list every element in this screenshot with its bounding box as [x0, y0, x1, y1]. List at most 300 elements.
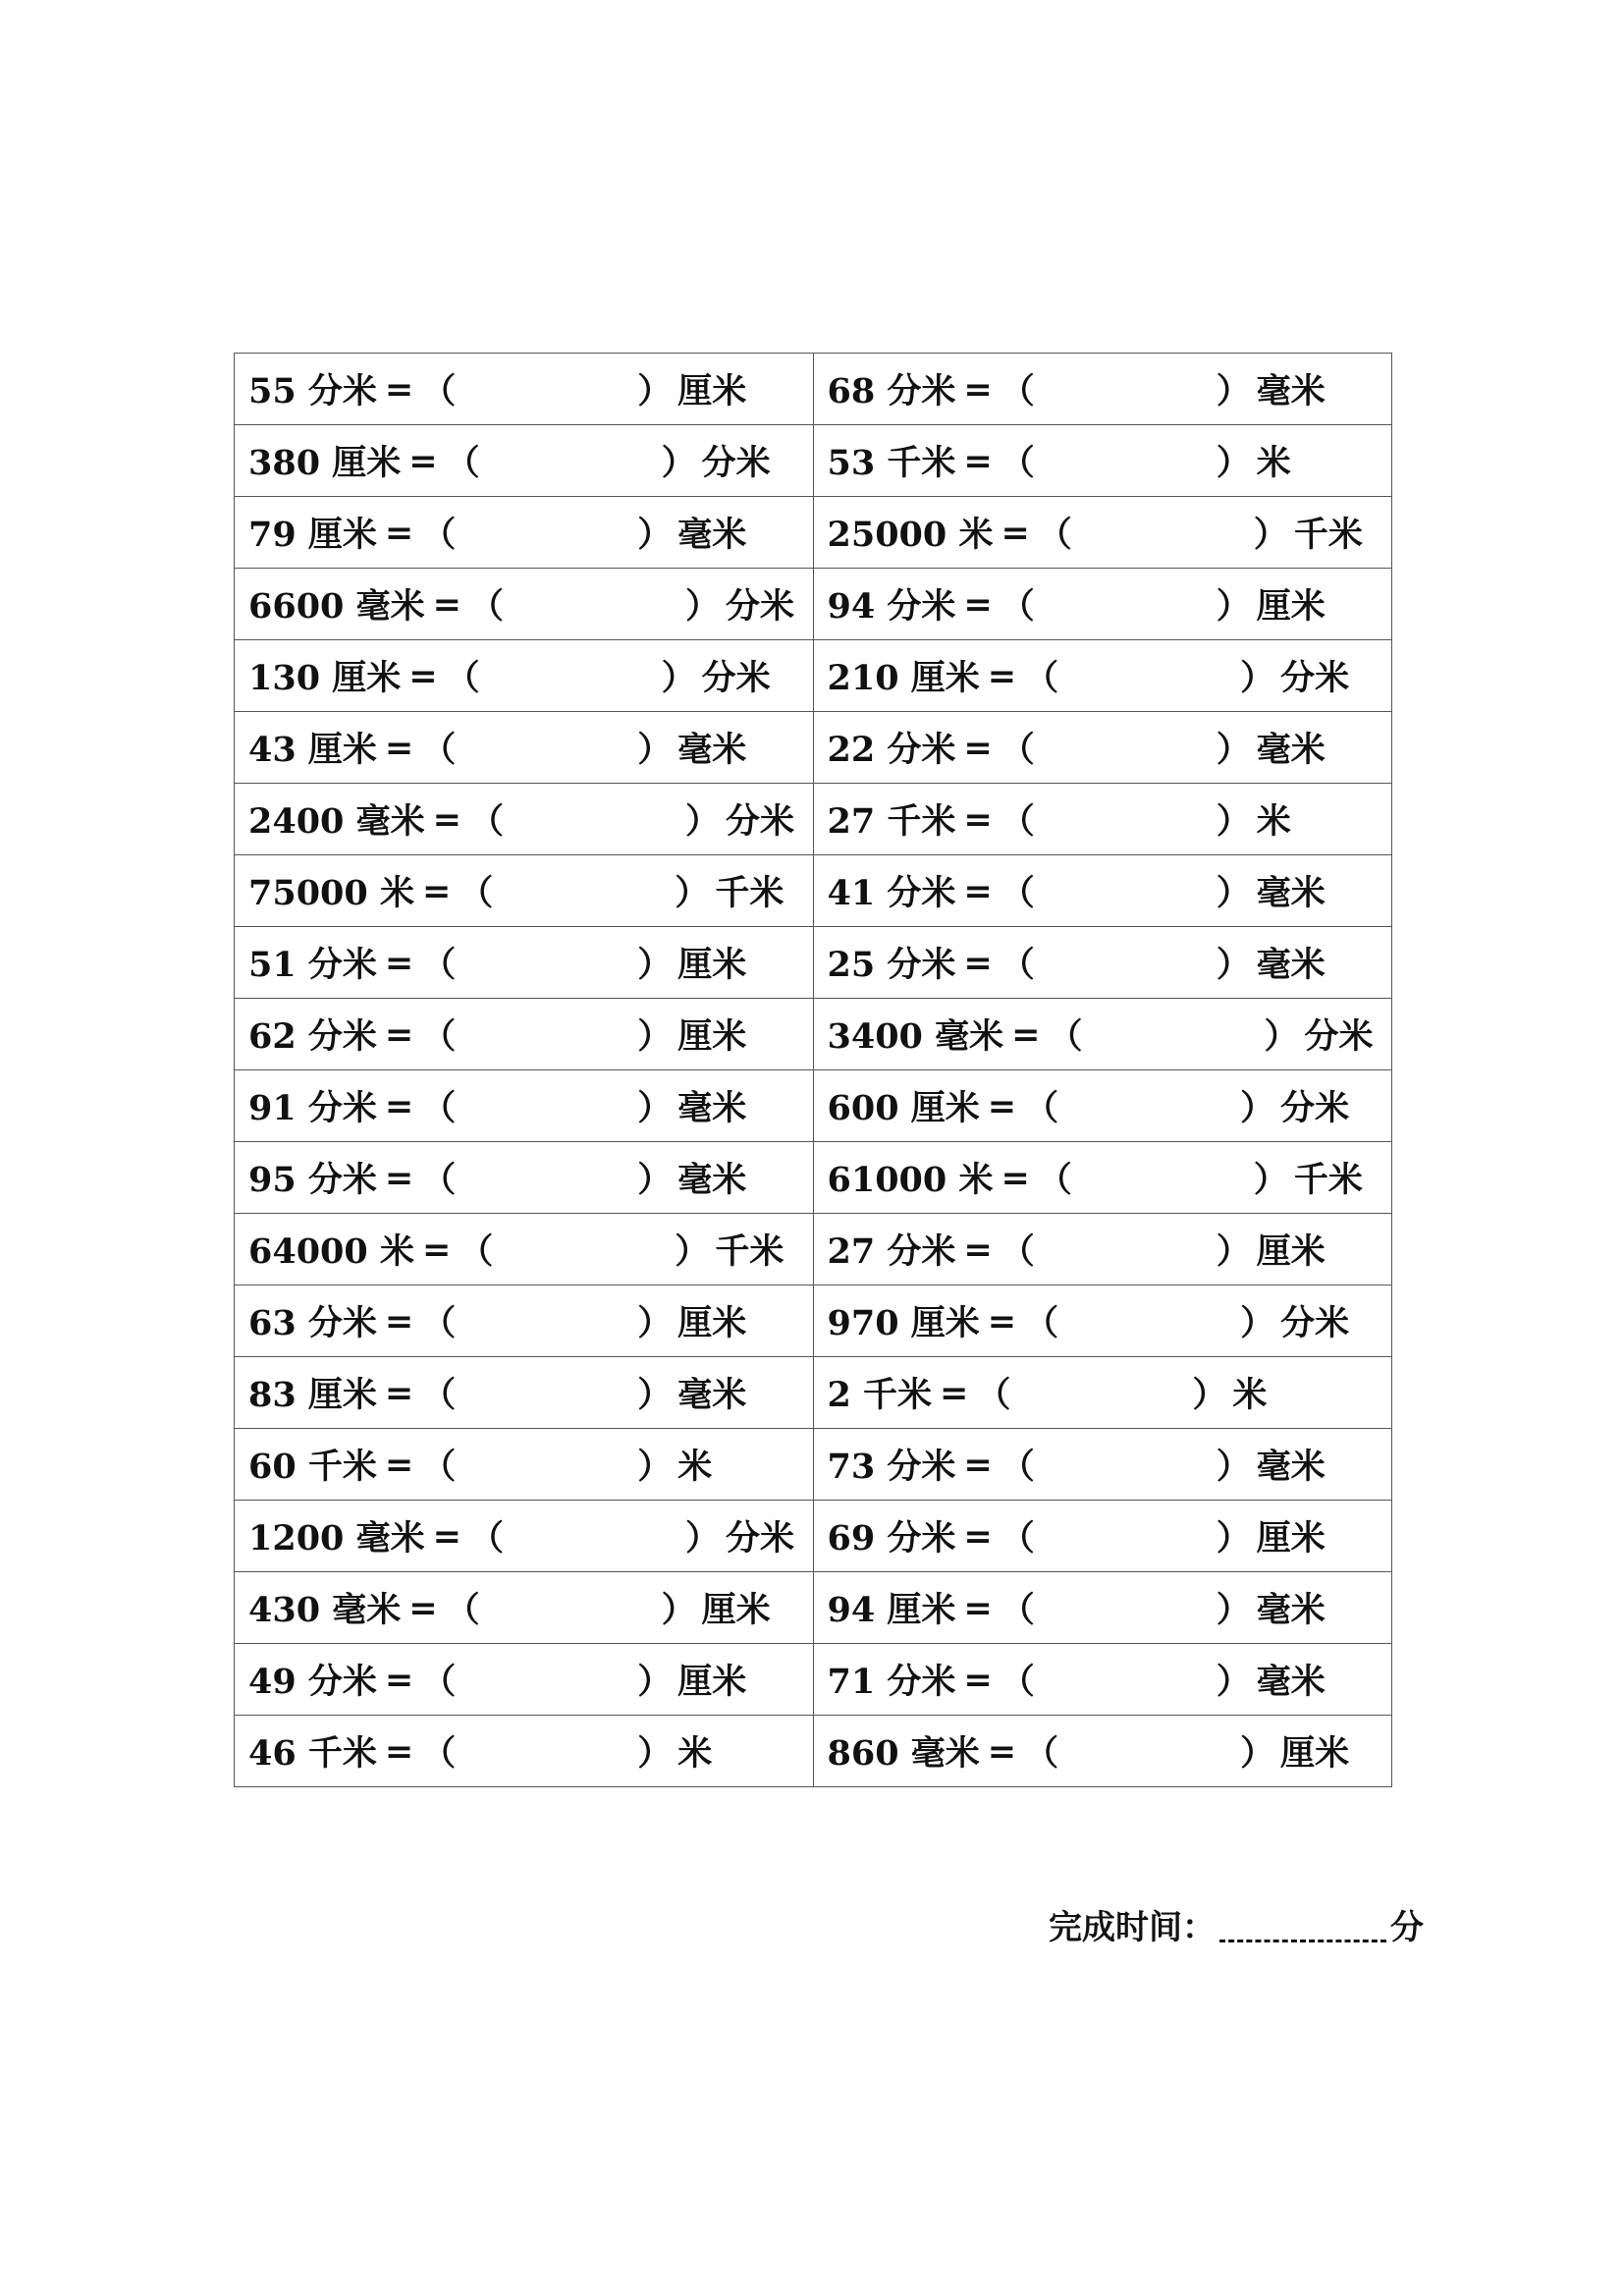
open-paren: （ [1037, 515, 1072, 555]
close-paren: ） [661, 1590, 696, 1630]
close-paren: ） [1192, 1375, 1227, 1415]
worksheet-row [235, 1716, 1392, 1787]
equals-sign: = [940, 1372, 969, 1413]
conversion-problem-cell [235, 569, 814, 640]
target-unit: 分米 [701, 443, 771, 483]
conversion-problem [814, 855, 1392, 926]
open-paren: （ [1024, 1733, 1059, 1774]
conversion-problem-cell [235, 1070, 814, 1142]
source-quantity: 49 分米 [248, 1662, 377, 1702]
conversion-problem-cell [235, 1572, 814, 1644]
conversion-problem-cell [235, 927, 814, 999]
conversion-problem-cell [235, 1644, 814, 1716]
conversion-worksheet-table [234, 353, 1392, 1787]
source-quantity: 25000 米 [827, 515, 994, 555]
equals-sign: = [432, 1515, 461, 1557]
conversion-problem-cell [235, 784, 814, 855]
conversion-problem [814, 1429, 1392, 1500]
source-quantity: 22 分米 [827, 730, 956, 770]
equals-sign: = [384, 942, 414, 983]
source-quantity: 83 厘米 [248, 1375, 377, 1415]
open-paren: （ [1024, 1088, 1059, 1128]
target-unit: 厘米 [677, 1303, 747, 1343]
completion-time-blank[interactable] [1219, 1918, 1386, 1942]
source-quantity: 2 千米 [827, 1375, 933, 1415]
close-paren: ） [1216, 371, 1251, 411]
source-quantity: 600 厘米 [827, 1088, 980, 1128]
conversion-problem [814, 1142, 1392, 1213]
source-quantity: 68 分米 [827, 371, 956, 411]
open-paren: （ [1000, 1231, 1035, 1272]
equals-sign: = [963, 798, 993, 840]
conversion-problem-cell [813, 1716, 1392, 1787]
target-unit: 米 [1232, 1375, 1268, 1415]
close-paren: ） [1240, 658, 1275, 698]
equals-sign: = [963, 1444, 993, 1485]
target-unit: 厘米 [701, 1590, 771, 1630]
close-paren: ） [1216, 945, 1251, 985]
close-paren: ） [1264, 1016, 1299, 1057]
conversion-problem [235, 1429, 813, 1500]
open-paren: （ [445, 658, 480, 698]
open-paren: （ [1000, 371, 1035, 411]
open-paren: （ [421, 1016, 457, 1057]
conversion-problem-cell [235, 1357, 814, 1429]
equals-sign: = [987, 1730, 1017, 1772]
close-paren: ） [637, 1303, 673, 1343]
equals-sign: = [408, 1587, 438, 1628]
conversion-problem-cell [813, 1357, 1392, 1429]
conversion-problem-cell [235, 425, 814, 497]
close-paren: ） [1216, 873, 1251, 913]
target-unit: 厘米 [1256, 1518, 1325, 1558]
equals-sign: = [384, 512, 414, 553]
open-paren: （ [1000, 1590, 1035, 1630]
target-unit: 毫米 [677, 1160, 747, 1200]
open-paren: （ [459, 1231, 494, 1272]
equals-sign: = [384, 1444, 414, 1485]
conversion-problem-cell [813, 1644, 1392, 1716]
conversion-problem [814, 927, 1392, 998]
open-paren: （ [421, 1662, 457, 1702]
conversion-problem-cell [235, 1429, 814, 1501]
open-paren: （ [445, 1590, 480, 1630]
conversion-problem [235, 712, 813, 783]
conversion-problem-cell [813, 425, 1392, 497]
target-unit: 分米 [1304, 1016, 1374, 1057]
equals-sign: = [421, 870, 452, 911]
conversion-problem-cell [813, 569, 1392, 640]
source-quantity: 27 分米 [827, 1231, 956, 1272]
close-paren: ） [1216, 801, 1251, 842]
close-paren: ） [675, 1231, 710, 1272]
worksheet-row [235, 425, 1392, 497]
worksheet-row [235, 497, 1392, 569]
close-paren: ） [637, 1375, 673, 1415]
close-paren: ） [1216, 730, 1251, 770]
conversion-problem-cell [813, 1285, 1392, 1357]
equals-sign: = [384, 1085, 414, 1126]
equals-sign: = [1001, 1157, 1030, 1198]
conversion-problem [814, 640, 1392, 711]
worksheet-row [235, 712, 1392, 784]
conversion-problem-cell [235, 712, 814, 784]
close-paren: ） [637, 730, 673, 770]
open-paren: （ [421, 1303, 457, 1343]
close-paren: ） [1216, 1447, 1251, 1487]
conversion-problem [235, 1070, 813, 1141]
target-unit: 米 [677, 1447, 713, 1487]
conversion-problem [235, 1142, 813, 1213]
conversion-problem-cell [235, 855, 814, 927]
worksheet-row [235, 999, 1392, 1070]
open-paren: （ [1048, 1016, 1083, 1057]
conversion-problem-cell [813, 784, 1392, 855]
source-quantity: 95 分米 [248, 1160, 377, 1200]
target-unit: 厘米 [677, 945, 747, 985]
conversion-problem [814, 497, 1392, 568]
worksheet-row [235, 354, 1392, 425]
source-quantity: 380 厘米 [248, 443, 402, 483]
close-paren: ） [1240, 1088, 1275, 1128]
conversion-problem-cell [235, 1716, 814, 1787]
close-paren: ） [1216, 1590, 1251, 1630]
worksheet-row [235, 640, 1392, 712]
conversion-problem-cell [813, 1214, 1392, 1285]
open-paren: （ [459, 873, 494, 913]
target-unit: 千米 [715, 873, 784, 913]
target-unit: 分米 [725, 801, 794, 842]
conversion-problem-cell [235, 354, 814, 425]
source-quantity: 430 毫米 [248, 1590, 402, 1630]
source-quantity: 73 分米 [827, 1447, 956, 1487]
open-paren: （ [1024, 1303, 1059, 1343]
equals-sign: = [384, 1300, 414, 1341]
worksheet-row [235, 927, 1392, 999]
worksheet-row [235, 1142, 1392, 1214]
equals-sign: = [408, 655, 438, 696]
target-unit: 分米 [725, 1518, 794, 1558]
equals-sign: = [384, 727, 414, 768]
target-unit: 毫米 [1256, 1447, 1325, 1487]
conversion-problem-cell [813, 712, 1392, 784]
conversion-problem [235, 784, 813, 854]
target-unit: 米 [677, 1733, 713, 1774]
source-quantity: 25 分米 [827, 945, 956, 985]
close-paren: ） [1253, 1160, 1288, 1200]
target-unit: 厘米 [1256, 586, 1325, 627]
conversion-problem [814, 1644, 1392, 1715]
equals-sign: = [384, 1013, 414, 1055]
conversion-problem-cell [235, 640, 814, 712]
open-paren: （ [421, 1733, 457, 1774]
open-paren: （ [468, 801, 504, 842]
worksheet-row [235, 1070, 1392, 1142]
target-unit: 厘米 [677, 1662, 747, 1702]
open-paren: （ [1037, 1160, 1072, 1200]
equals-sign: = [432, 798, 461, 840]
close-paren: ） [637, 515, 673, 555]
close-paren: ） [1240, 1733, 1275, 1774]
worksheet-row [235, 784, 1392, 855]
target-unit: 米 [1256, 801, 1291, 842]
open-paren: （ [421, 945, 457, 985]
equals-sign: = [384, 1372, 414, 1413]
source-quantity: 62 分米 [248, 1016, 377, 1057]
conversion-problem-cell [235, 1142, 814, 1214]
source-quantity: 46 千米 [248, 1733, 377, 1774]
source-quantity: 970 厘米 [827, 1303, 980, 1343]
equals-sign: = [963, 727, 993, 768]
source-quantity: 64000 米 [248, 1231, 414, 1272]
completion-time-label: 完成时间： [1049, 1908, 1216, 1947]
conversion-problem [814, 712, 1392, 783]
conversion-problem-cell [813, 999, 1392, 1070]
close-paren: ） [684, 801, 720, 842]
conversion-problem [235, 855, 813, 926]
open-paren: （ [976, 1375, 1011, 1415]
close-paren: ） [637, 1447, 673, 1487]
source-quantity: 55 分米 [248, 371, 377, 411]
equals-sign: = [963, 942, 993, 983]
conversion-problem [814, 1572, 1392, 1643]
conversion-problem [235, 1716, 813, 1786]
conversion-problem [235, 425, 813, 496]
worksheet-row [235, 1572, 1392, 1644]
equals-sign: = [987, 655, 1017, 696]
target-unit: 分米 [725, 586, 794, 627]
open-paren: （ [1000, 443, 1035, 483]
conversion-problem-cell [813, 640, 1392, 712]
conversion-problem [814, 1214, 1392, 1285]
equals-sign: = [963, 440, 993, 481]
close-paren: ） [637, 371, 673, 411]
open-paren: （ [421, 371, 457, 411]
source-quantity: 51 分米 [248, 945, 377, 985]
source-quantity: 79 厘米 [248, 515, 377, 555]
worksheet-row [235, 1357, 1392, 1429]
open-paren: （ [1000, 801, 1035, 842]
open-paren: （ [468, 1518, 504, 1558]
conversion-problem-cell [813, 1070, 1392, 1142]
source-quantity: 75000 米 [248, 873, 414, 913]
open-paren: （ [1000, 945, 1035, 985]
source-quantity: 3400 毫米 [827, 1016, 1004, 1057]
close-paren: ） [661, 443, 696, 483]
source-quantity: 69 分米 [827, 1518, 956, 1558]
equals-sign: = [432, 583, 461, 625]
equals-sign: = [384, 368, 414, 410]
close-paren: ） [637, 1662, 673, 1702]
equals-sign: = [963, 1515, 993, 1557]
source-quantity: 27 千米 [827, 801, 956, 842]
conversion-problem [235, 1214, 813, 1285]
conversion-problem-cell [235, 1285, 814, 1357]
equals-sign: = [408, 440, 438, 481]
source-quantity: 61000 米 [827, 1160, 994, 1200]
conversion-problem-cell [235, 1214, 814, 1285]
target-unit: 千米 [1293, 515, 1363, 555]
source-quantity: 6600 毫米 [248, 586, 425, 627]
close-paren: ） [637, 1016, 673, 1057]
conversion-problem [235, 569, 813, 639]
source-quantity: 91 分米 [248, 1088, 377, 1128]
target-unit: 毫米 [677, 515, 747, 555]
target-unit: 毫米 [1256, 1662, 1325, 1702]
target-unit: 分米 [1280, 1303, 1350, 1343]
conversion-problem [814, 1070, 1392, 1141]
conversion-problem [814, 784, 1392, 854]
equals-sign: = [1001, 512, 1030, 553]
equals-sign: = [384, 1730, 414, 1772]
conversion-problem-cell [813, 927, 1392, 999]
equals-sign: = [384, 1157, 414, 1198]
open-paren: （ [468, 586, 504, 627]
conversion-problem [814, 1501, 1392, 1571]
source-quantity: 130 厘米 [248, 658, 402, 698]
target-unit: 毫米 [1256, 945, 1325, 985]
conversion-problem [814, 569, 1392, 639]
close-paren: ） [1216, 1518, 1251, 1558]
close-paren: ） [1216, 1231, 1251, 1272]
open-paren: （ [421, 1447, 457, 1487]
target-unit: 分米 [1280, 658, 1350, 698]
conversion-problem [235, 1357, 813, 1428]
equals-sign: = [963, 583, 993, 625]
conversion-problem [814, 425, 1392, 496]
conversion-problem-cell [235, 497, 814, 569]
close-paren: ） [675, 873, 710, 913]
target-unit: 毫米 [677, 1375, 747, 1415]
conversion-problem [814, 1285, 1392, 1356]
worksheet-row [235, 1285, 1392, 1357]
open-paren: （ [421, 515, 457, 555]
target-unit: 厘米 [1256, 1231, 1325, 1272]
target-unit: 毫米 [1256, 730, 1325, 770]
close-paren: ） [637, 1088, 673, 1128]
target-unit: 毫米 [677, 1088, 747, 1128]
target-unit: 分米 [1280, 1088, 1350, 1128]
completion-time-unit: 分 [1390, 1908, 1424, 1947]
conversion-problem-cell [235, 999, 814, 1070]
source-quantity: 94 分米 [827, 586, 956, 627]
conversion-problem [814, 1357, 1392, 1428]
open-paren: （ [1000, 1662, 1035, 1702]
equals-sign: = [963, 870, 993, 911]
conversion-problem [814, 1716, 1392, 1786]
worksheet-row [235, 1644, 1392, 1716]
conversion-problem [235, 1501, 813, 1571]
conversion-problem [235, 497, 813, 568]
close-paren: ） [637, 1733, 673, 1774]
equals-sign: = [963, 1587, 993, 1628]
source-quantity: 94 厘米 [827, 1590, 956, 1630]
close-paren: ） [637, 945, 673, 985]
conversion-problem-cell [813, 354, 1392, 425]
close-paren: ） [1253, 515, 1288, 555]
equals-sign: = [1011, 1013, 1041, 1055]
close-paren: ） [684, 586, 720, 627]
source-quantity: 2400 毫米 [248, 801, 425, 842]
open-paren: （ [1000, 730, 1035, 770]
worksheet-row [235, 855, 1392, 927]
target-unit: 毫米 [1256, 371, 1325, 411]
open-paren: （ [421, 1375, 457, 1415]
conversion-problem [235, 999, 813, 1069]
worksheet-body [235, 354, 1392, 1787]
close-paren: ） [1240, 1303, 1275, 1343]
equals-sign: = [963, 1229, 993, 1270]
open-paren: （ [1000, 1518, 1035, 1558]
open-paren: （ [1024, 658, 1059, 698]
target-unit: 厘米 [677, 371, 747, 411]
source-quantity: 71 分米 [827, 1662, 956, 1702]
worksheet-row [235, 1214, 1392, 1285]
source-quantity: 60 千米 [248, 1447, 377, 1487]
target-unit: 毫米 [1256, 1590, 1325, 1630]
open-paren: （ [1000, 1447, 1035, 1487]
target-unit: 厘米 [677, 1016, 747, 1057]
conversion-problem [235, 640, 813, 711]
open-paren: （ [1000, 586, 1035, 627]
open-paren: （ [445, 443, 480, 483]
conversion-problem [235, 354, 813, 424]
target-unit: 米 [1256, 443, 1291, 483]
source-quantity: 53 千米 [827, 443, 956, 483]
worksheet-row [235, 1429, 1392, 1501]
equals-sign: = [987, 1085, 1017, 1126]
source-quantity: 41 分米 [827, 873, 956, 913]
source-quantity: 1200 毫米 [248, 1518, 425, 1558]
close-paren: ） [661, 658, 696, 698]
open-paren: （ [1000, 873, 1035, 913]
conversion-problem-cell [813, 1572, 1392, 1644]
close-paren: ） [1216, 586, 1251, 627]
target-unit: 毫米 [677, 730, 747, 770]
conversion-problem [814, 999, 1392, 1069]
equals-sign: = [963, 1659, 993, 1700]
conversion-problem-cell [813, 497, 1392, 569]
target-unit: 厘米 [1280, 1733, 1350, 1774]
conversion-problem [235, 1644, 813, 1715]
open-paren: （ [421, 1160, 457, 1200]
conversion-problem-cell [813, 1429, 1392, 1501]
equals-sign: = [384, 1659, 414, 1700]
equals-sign: = [963, 368, 993, 410]
conversion-problem [235, 1285, 813, 1356]
close-paren: ） [1216, 443, 1251, 483]
close-paren: ） [1216, 1662, 1251, 1702]
source-quantity: 63 分米 [248, 1303, 377, 1343]
target-unit: 千米 [1293, 1160, 1363, 1200]
source-quantity: 210 厘米 [827, 658, 980, 698]
completion-time-footer [1049, 1900, 1424, 1948]
equals-sign: = [421, 1229, 452, 1270]
target-unit: 千米 [715, 1231, 784, 1272]
source-quantity: 43 厘米 [248, 730, 377, 770]
target-unit: 毫米 [1256, 873, 1325, 913]
worksheet-row [235, 569, 1392, 640]
conversion-problem [235, 1572, 813, 1643]
target-unit: 分米 [701, 658, 771, 698]
conversion-problem-cell [813, 1501, 1392, 1572]
conversion-problem-cell [813, 855, 1392, 927]
conversion-problem [814, 354, 1392, 424]
close-paren: ） [684, 1518, 720, 1558]
worksheet-row [235, 1501, 1392, 1572]
equals-sign: = [987, 1300, 1017, 1341]
conversion-problem [235, 927, 813, 998]
